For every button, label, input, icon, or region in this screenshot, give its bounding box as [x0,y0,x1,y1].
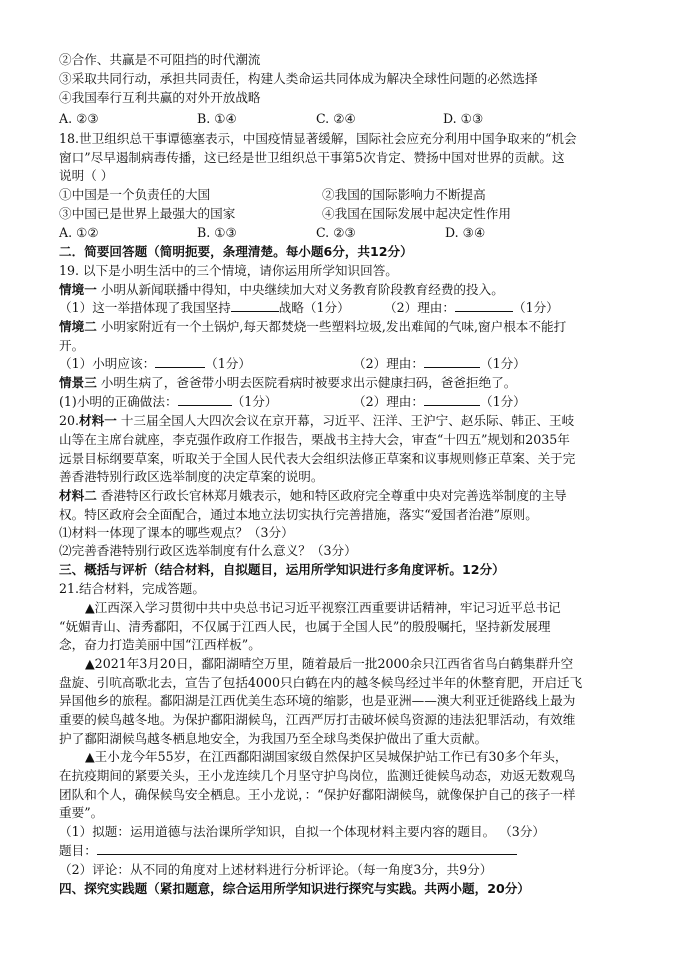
q20-sub-2: ⑵完善香港特别行政区选举制度有什么意义？（3分） [59,543,357,558]
scenario-1-q2-prefix: （2）理由： [384,300,455,315]
scenario-2-q1-blank[interactable] [155,355,205,368]
scenario-2-q2-suffix: （1分） [479,356,526,371]
scenario-3-q2 [353,393,526,411]
para-2-line5: 护了鄱阳湖候鸟越冬栖息地安全，为我国乃至全球鸟类保护做出了重大贡献。 [59,731,488,746]
scenario-2-q1 [59,355,251,373]
q17-item-2: ②合作、共赢是不可阻挡的时代潮流 [59,52,261,67]
scenario-3-q1-prefix: (1)小明的正确做法： [59,394,178,409]
q17-option-d: D. ①③ [443,111,484,126]
scenario-3-q2-prefix: （2）理由： [353,394,424,409]
scenario-1-q2 [384,299,559,317]
q18-stem-line2: 窗口”尽早遏制病毒传播，这已经是世卫组织总干事第5次肯定、赞扬中国对世界的贡献。这 [59,150,565,165]
q20-material-2 [59,487,567,505]
para-1-line1: ▲江西深入学习贯彻中共中央总书记习近平视察江西重要讲话精神，牢记习近平总书记 [85,600,561,615]
title-label: 题目： [59,843,97,858]
q18-option-d: D. ③④ [445,225,486,240]
scenario-1-q2-suffix: （1分） [512,300,559,315]
scenario-3-q1 [59,393,277,411]
q17-option-a: A. ②③ [59,111,99,126]
q18-item-1: ①中国是一个负责任的大国 [59,187,211,202]
scenario-2-q1-prefix: （1）小明应该： [59,356,156,371]
material-2-line1: 香港特区行政长官林郑月娥表示，她和特区政府完全尊重中央对完善选举制度的主导 [96,488,567,503]
q21-sub-1: （1）拟题：运用道德与法治课所学知识，自拟一个体现材料主要内容的题目。 （3分） [59,824,545,839]
q17-item-4: ④我国奉行互利共赢的对外开放战略 [59,90,261,105]
scenario-1-q1-blank[interactable] [231,299,279,312]
para-2-line4: 重要的候鸟越冬地。为保护鄱阳湖候鸟，江西严厉打击破坏候鸟资源的违法犯罪活动，有效维 [59,712,576,727]
scenario-3-q2-suffix: （1分） [479,394,526,409]
q21-sub-2: （2）评论：从不同的角度对上述材料进行分析评论。（每一角度3分，共9分） [59,862,493,877]
scenario-3-q1-suffix: （1分） [231,394,278,409]
scenario-2-q1-suffix: （1分） [205,356,251,371]
q18-option-c: C. ②③ [316,225,356,240]
material-1-line3: 远景目标纲要草案，听取关于全国人民代表大会组织法修正草案和议事规则修正草案、关于完 [59,451,576,466]
material-1-label: 材料一 [79,413,117,428]
scenario-1 [59,281,504,299]
para-2-line2: 盘旋、引吭高歌北去，宣告了包括4000只白鹤在内的越冬候鸟经过半年的休整育肥，开启迁飞 [59,675,583,690]
q20-sub-1: ⑴材料一体现了课本的哪些观点？（3分） [59,525,294,540]
q21-title-row [59,842,517,860]
scenario-1-text: 小明从新闻联播中得知，中央继续加大对义务教育阶段教育经费的投入。 [96,282,504,297]
para-3-line2: 在抗疫期间的紧要关头，王小龙连续几个月坚守护鸟岗位，监测迁徙候鸟动态，劝返无数观鸟 [59,768,576,783]
scenario-3 [59,374,516,392]
material-1-line1: 十三届全国人大四次会议在京开幕，习近平、汪洋、王沪宁、赵乐际、韩正、王岐 [116,413,575,428]
scenario-2-text: 小明家附近有一个土锅炉,每天都焚烧一些塑料垃圾,发出难闻的气味,窗户根本不能打 [96,319,567,334]
para-2-line1: ▲2021年3月20日，鄱阳湖晴空万里，随着最后一批2000余只江西省省鸟白鹤集群升空 [85,656,574,671]
scenario-3-q2-blank[interactable] [424,393,480,406]
scenario-2-text-cont: 开。 [59,338,85,353]
scenario-3-label: 情景三 [59,375,97,390]
section-2-title: 二．简要回答题（简明扼要，条理清楚。每小题6分，共12分） [59,244,413,259]
para-2-line3: 异国他乡的旅程。鄱阳湖是江西优美生态环境的缩影，也是亚洲——澳大利亚迁徙路线上最为 [59,693,576,708]
para-3-line1: ▲王小龙今年55岁，在江西鄱阳湖国家级自然保护区吴城保护站工作已有30多个年头， [85,749,568,764]
q17-option-b: B. ①④ [197,111,237,126]
q21-intro: 21.结合材料，完成答题。 [59,581,205,596]
q18-option-b: B. ①③ [197,225,237,240]
para-3-line3: 团队和个人，确保候鸟安全栖息。王小龙说，：“保护好鄱阳湖候鸟，就像保护自己的孩子一样 [59,787,576,802]
material-1-line4: 善香港特别行政区选举制度的决定草案的说明。 [59,469,324,484]
scenario-3-q1-blank[interactable] [178,393,232,406]
q20-number: 20. [59,413,80,428]
scenario-1-q1 [59,299,350,317]
q18-option-a: A. ①② [59,225,99,240]
scenario-1-label: 情境一 [59,282,97,297]
material-2-line2: 权。特区政府会全面配合，通过本地立法切实执行完善措施，落实“爱国者治港”原则。 [59,507,538,522]
title-answer-line[interactable] [97,842,517,855]
q17-item-3: ③采取共同行动，承担共同责任，构建人类命运共同体成为解决全球性问题的必然选择 [59,71,538,86]
q18-item-4: ④我国在国际发展中起决定性作用 [322,206,511,221]
q18-stem-line3: 说明（ ） [59,168,114,183]
q18-stem-line1: 18.世卫组织总干事谭德塞表示，中国疫情显著缓解，国际社会应充分利用中国争取来的“机会 [59,131,577,146]
q18-item-2: ②我国的国际影响力不断提高 [322,187,486,202]
section-3-title: 三、概括与评析（结合材料，自拟题目，运用所学知识进行多角度评析。12分） [59,562,505,577]
scenario-3-text: 小明生病了，爸爸带小明去医院看病时被要求出示健康扫码，爸爸拒绝了。 [96,375,517,390]
scenario-1-q1-prefix: （1）这一举措体现了我国坚持 [59,300,231,315]
q19-intro: 19. 以下是小明生活中的三个情境，请你运用所学知识回答。 [59,263,398,278]
q18-item-3: ③中国已是世界上最强大的国家 [59,206,236,221]
material-2-label: 材料二 [59,488,97,503]
q17-option-c: C. ②④ [316,111,356,126]
scenario-2-label: 情境二 [59,319,97,334]
scenario-2-q2-prefix: （2）理由： [353,356,424,371]
section-4-title: 四、探究实践题（紧扣题意，综合运用所学知识进行探究与实践。共两小题，20分） [59,881,530,896]
para-1-line3: 念，奋力打造美丽中国“江西样板”。 [59,637,261,652]
scenario-2 [59,318,566,336]
para-3-line4: 重要”。 [59,805,104,820]
scenario-2-q2-blank[interactable] [424,355,480,368]
para-1-line2: “妩媚青山、清秀鄱阳，不仅属于江西人民，也属于全国人民”的殷殷嘱托，坚持新发展理 [59,619,551,634]
scenario-1-q2-blank[interactable] [455,299,513,312]
scenario-2-q2 [353,355,526,373]
q20-material-1 [59,412,574,430]
scenario-1-q1-suffix: 战略（1分） [278,300,350,315]
material-1-line2: 山等在主席台就座，李克强作政府工作报告，栗战书主持大会，审查“十四五”规划和2035年 [59,432,570,447]
